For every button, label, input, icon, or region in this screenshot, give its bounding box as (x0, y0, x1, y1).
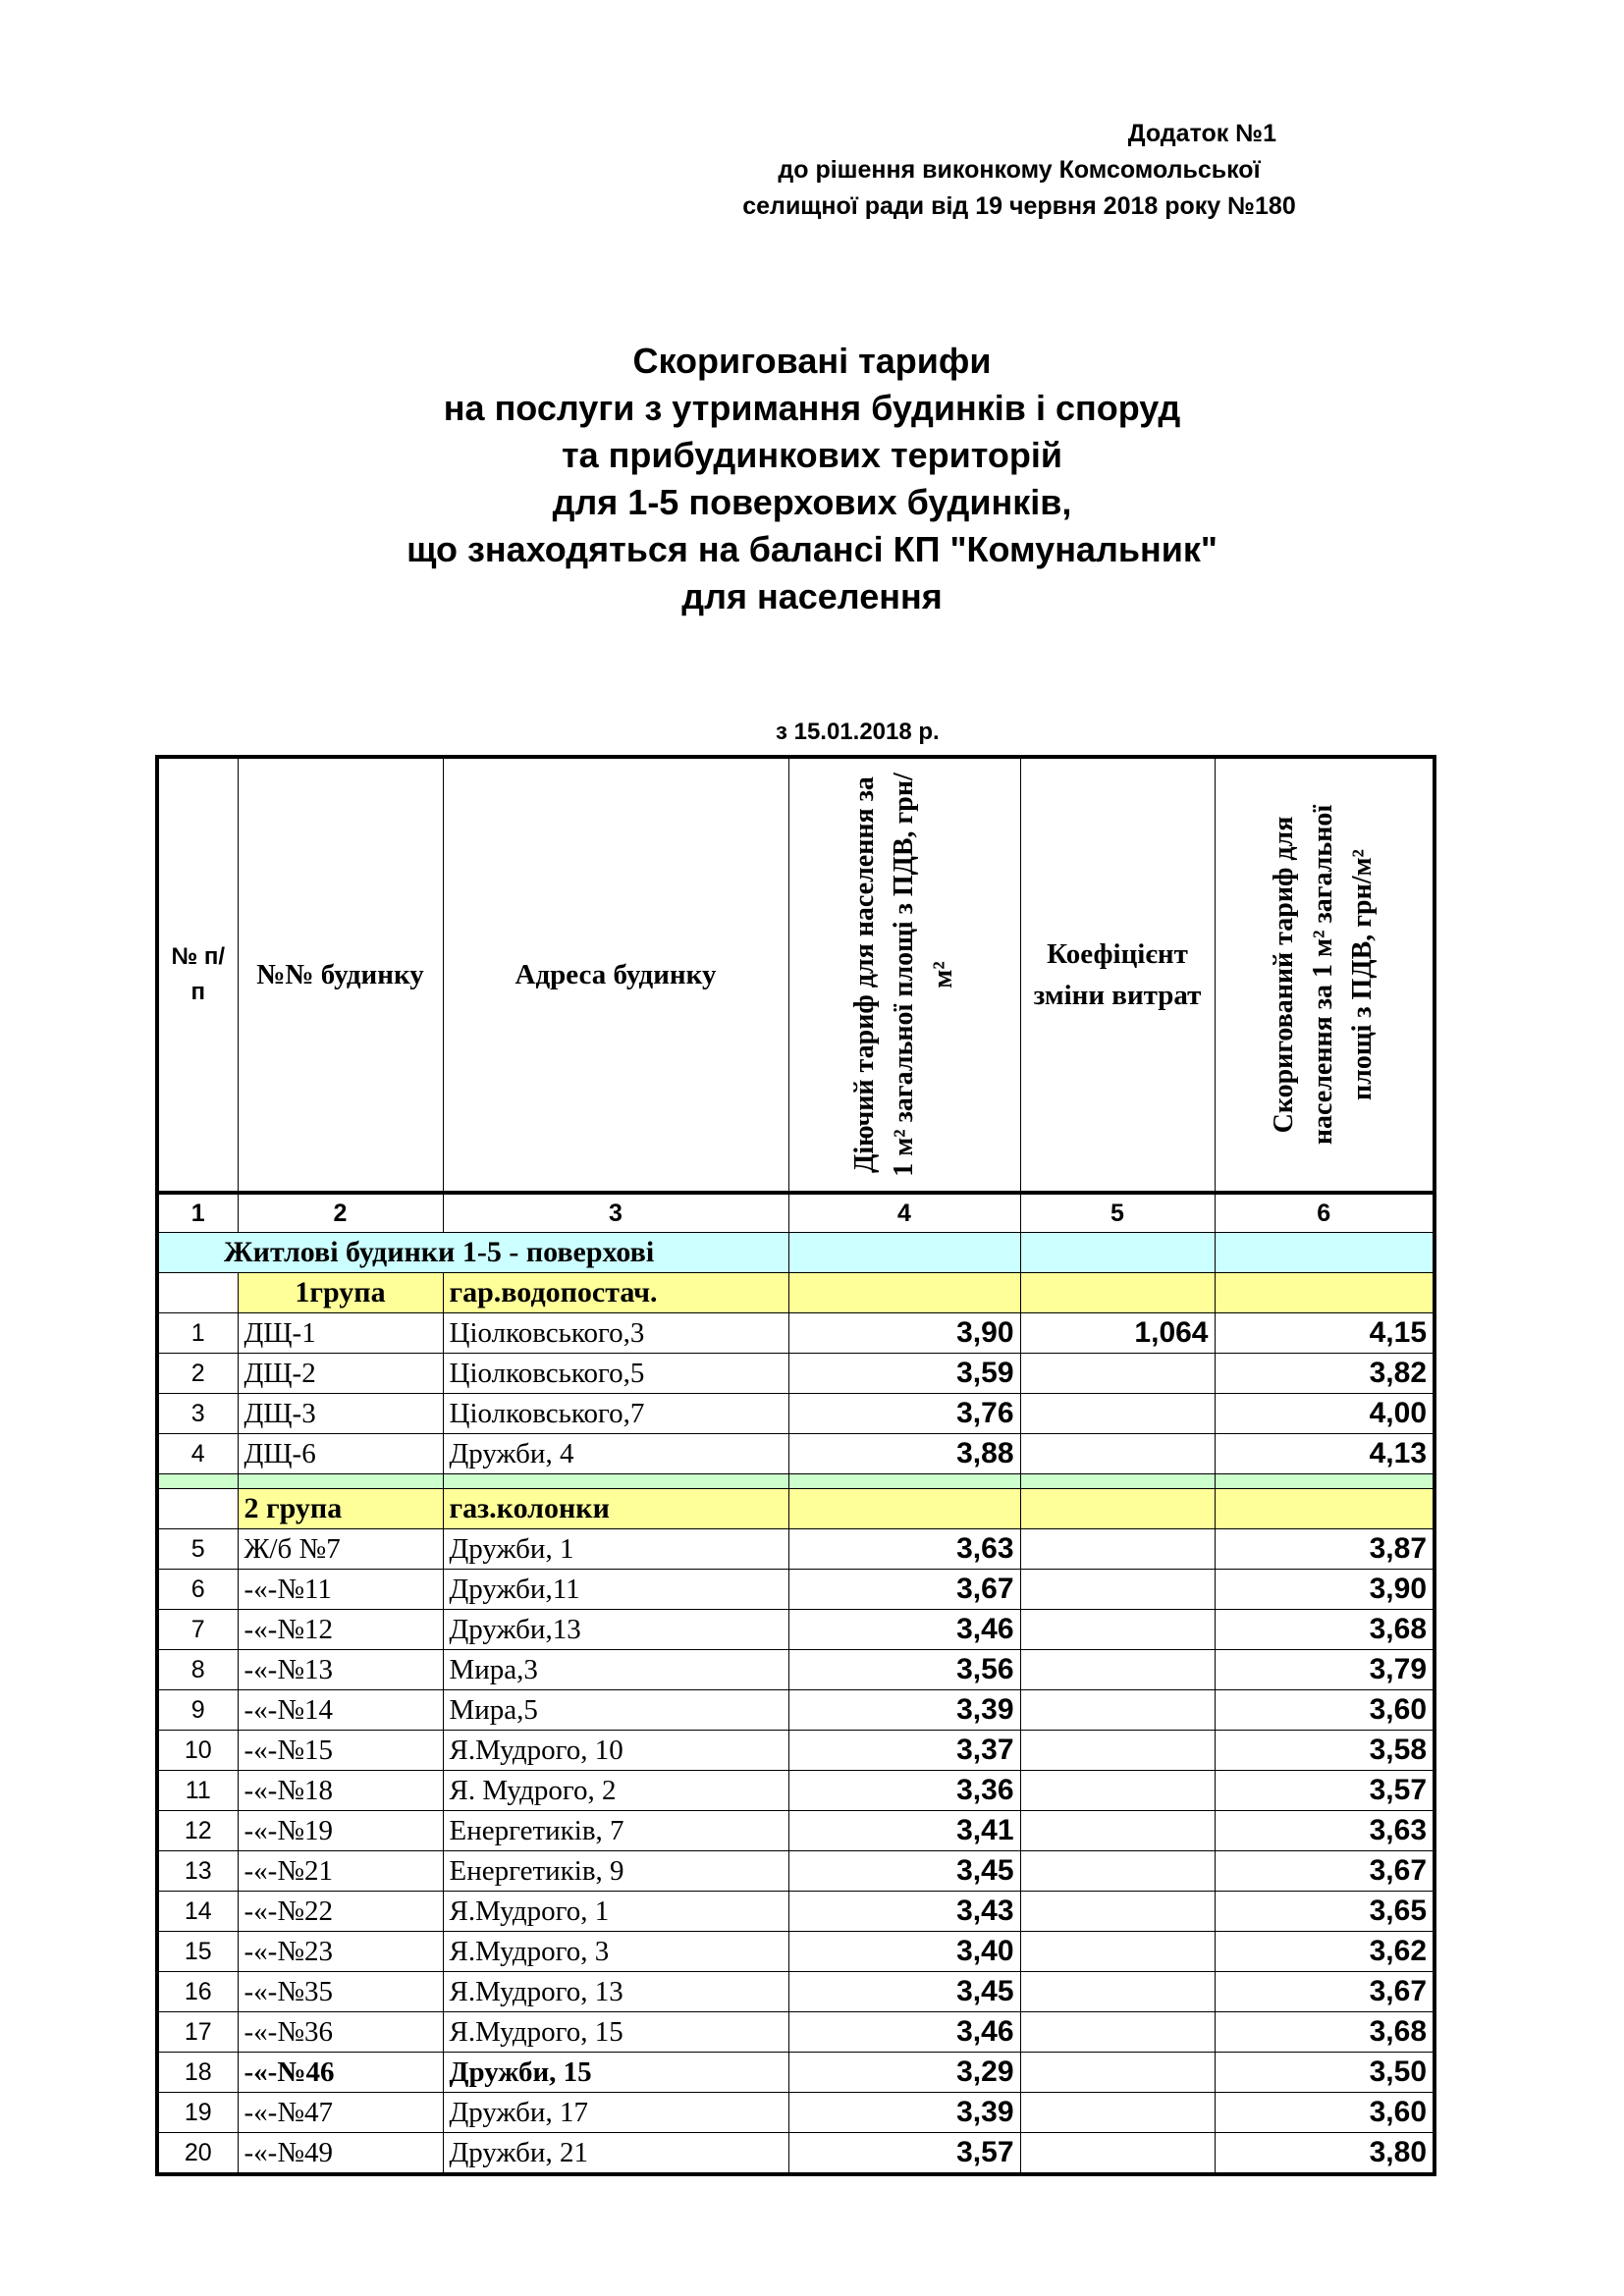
change-coefficient (1020, 1610, 1215, 1650)
title-line-2: на послуги з утримання будинків і споруд (443, 388, 1181, 428)
house-address: Дружби, 1 (443, 1529, 788, 1570)
title-line-4: для 1-5 поверхових будинків, (552, 482, 1072, 522)
section-title (157, 1233, 788, 1273)
table-row (157, 1610, 1435, 1650)
col-number: 5 (1020, 1193, 1215, 1233)
house-address: Ціолковського,7 (443, 1394, 788, 1434)
current-tariff: 3,36 (788, 1771, 1020, 1811)
empty-cell (1215, 1233, 1435, 1273)
row-number: 11 (157, 1771, 238, 1811)
house-address: Я.Мудрого, 10 (443, 1731, 788, 1771)
adjusted-tariff: 3,67 (1215, 1851, 1435, 1892)
house-number: -«-№18 (238, 1771, 443, 1811)
header-col-4 (788, 757, 1020, 1193)
house-number: ДЩ-1 (238, 1313, 443, 1354)
house-address: Я.Мудрого, 13 (443, 1972, 788, 2012)
change-coefficient (1020, 2133, 1215, 2175)
row-number: 2 (157, 1354, 238, 1394)
current-tariff: 3,67 (788, 1570, 1020, 1610)
row-number: 16 (157, 1972, 238, 2012)
house-number: -«-№13 (238, 1650, 443, 1690)
adjusted-tariff: 4,15 (1215, 1313, 1435, 1354)
current-tariff: 3,57 (788, 2133, 1020, 2175)
table-row (157, 1570, 1435, 1610)
house-address: Дружби,11 (443, 1570, 788, 1610)
header-col-4-text: Діючий тариф для населення за 1 м² загальної площі з ПДВ, грн/м² (849, 773, 958, 1177)
row-number: 18 (157, 2053, 238, 2093)
change-coefficient (1020, 1892, 1215, 1932)
house-number: -«-№11 (238, 1570, 443, 1610)
adjusted-tariff: 3,58 (1215, 1731, 1435, 1771)
house-address: Дружби, 15 (443, 2053, 788, 2093)
change-coefficient (1020, 1394, 1215, 1434)
table-row (157, 1529, 1435, 1570)
house-number: ДЩ-3 (238, 1394, 443, 1434)
current-tariff: 3,88 (788, 1434, 1020, 1474)
col-number: 3 (443, 1193, 788, 1233)
house-address: Енергетиків, 7 (443, 1811, 788, 1851)
group-2-row (157, 1489, 1435, 1529)
house-number: -«-№49 (238, 2133, 443, 2175)
group-2-type: газ.колонки (443, 1489, 788, 1529)
row-number: 8 (157, 1650, 238, 1690)
row-number: 15 (157, 1932, 238, 1972)
row-number: 4 (157, 1434, 238, 1474)
table-row (157, 1932, 1435, 1972)
change-coefficient (1020, 1932, 1215, 1972)
col-number: 4 (788, 1193, 1020, 1233)
adjusted-tariff: 3,62 (1215, 1932, 1435, 1972)
table-row (157, 1650, 1435, 1690)
section-row (157, 1233, 1435, 1273)
table-row (157, 1771, 1435, 1811)
adjusted-tariff: 3,63 (1215, 1811, 1435, 1851)
house-address: Я.Мудрого, 3 (443, 1932, 788, 1972)
current-tariff: 3,63 (788, 1529, 1020, 1570)
col-number: 1 (157, 1193, 238, 1233)
adjusted-tariff: 4,13 (1215, 1434, 1435, 1474)
row-number: 17 (157, 2012, 238, 2053)
separator-row (157, 1474, 1435, 1489)
change-coefficient (1020, 1570, 1215, 1610)
adjusted-tariff: 3,68 (1215, 1610, 1435, 1650)
house-number: -«-№12 (238, 1610, 443, 1650)
house-address: Я.Мудрого, 15 (443, 2012, 788, 2053)
header-row (157, 757, 1435, 1193)
group-1-row (157, 1273, 1435, 1313)
change-coefficient (1020, 1690, 1215, 1731)
empty-cell (1215, 1273, 1435, 1313)
row-number: 12 (157, 1811, 238, 1851)
current-tariff: 3,59 (788, 1354, 1020, 1394)
adjusted-tariff: 3,80 (1215, 2133, 1435, 2175)
tariff-table (155, 755, 1436, 2176)
header-col-5: Коефіцієнт зміни витрат (1020, 757, 1215, 1193)
adjusted-tariff: 3,82 (1215, 1354, 1435, 1394)
change-coefficient (1020, 2053, 1215, 2093)
empty-cell (1020, 1474, 1215, 1489)
header-col-6 (1215, 757, 1435, 1193)
table-row (157, 1690, 1435, 1731)
house-address: Дружби, 21 (443, 2133, 788, 2175)
house-number: -«-№35 (238, 1972, 443, 2012)
house-number: -«-№36 (238, 2012, 443, 2053)
adjusted-tariff: 3,87 (1215, 1529, 1435, 1570)
effective-date: з 15.01.2018 р. (776, 719, 940, 745)
column-number-row (157, 1193, 1435, 1233)
current-tariff: 3,40 (788, 1932, 1020, 1972)
table-row (157, 1892, 1435, 1932)
empty-cell (157, 1273, 238, 1313)
house-address: Дружби,13 (443, 1610, 788, 1650)
adjusted-tariff: 3,79 (1215, 1650, 1435, 1690)
house-number: -«-№47 (238, 2093, 443, 2133)
adjusted-tariff: 3,90 (1215, 1570, 1435, 1610)
empty-cell (788, 1273, 1020, 1313)
empty-cell (1215, 1474, 1435, 1489)
col-number: 2 (238, 1193, 443, 1233)
empty-cell (1020, 1233, 1215, 1273)
change-coefficient (1020, 2012, 1215, 2053)
current-tariff: 3,46 (788, 2012, 1020, 2053)
table-row (157, 2053, 1435, 2093)
house-address: Я. Мудрого, 2 (443, 1771, 788, 1811)
table-row (157, 1972, 1435, 2012)
current-tariff: 3,56 (788, 1650, 1020, 1690)
change-coefficient (1020, 1972, 1215, 2012)
adjusted-tariff: 3,68 (1215, 2012, 1435, 2053)
house-address: Дружби, 17 (443, 2093, 788, 2133)
current-tariff: 3,45 (788, 1851, 1020, 1892)
table-row (157, 1811, 1435, 1851)
adjusted-tariff: 3,60 (1215, 1690, 1435, 1731)
title-line-5: що знаходяться на балансі КП "Комунальник" (406, 529, 1218, 569)
change-coefficient (1020, 1731, 1215, 1771)
header-col-1: № п/ п (157, 757, 238, 1193)
house-address: Ціолковського,5 (443, 1354, 788, 1394)
adjusted-tariff: 3,60 (1215, 2093, 1435, 2133)
title-line-1: Скориговані тарифи (632, 341, 992, 381)
change-coefficient (1020, 1771, 1215, 1811)
current-tariff: 3,29 (788, 2053, 1020, 2093)
house-address: Ціолковського,3 (443, 1313, 788, 1354)
table-row (157, 1354, 1435, 1394)
house-address: Дружби, 4 (443, 1434, 788, 1474)
table-row (157, 2012, 1435, 2053)
document-title (0, 338, 1624, 620)
empty-cell (238, 1474, 443, 1489)
change-coefficient (1020, 1434, 1215, 1474)
row-number: 3 (157, 1394, 238, 1434)
house-address: Мира,5 (443, 1690, 788, 1731)
table-row (157, 1313, 1435, 1354)
table-row (157, 1434, 1435, 1474)
header-col-6-text: Скоригований тариф для населення за 1 м² загальної площі з ПДВ, грн/м² (1269, 804, 1379, 1146)
current-tariff: 3,46 (788, 1610, 1020, 1650)
group-1-name: 1група (238, 1273, 443, 1313)
table-row (157, 1394, 1435, 1434)
current-tariff: 3,45 (788, 1972, 1020, 2012)
title-line-6: для населення (681, 576, 943, 616)
change-coefficient (1020, 1354, 1215, 1394)
house-address: Мира,3 (443, 1650, 788, 1690)
adjusted-tariff: 3,57 (1215, 1771, 1435, 1811)
house-number: -«-№15 (238, 1731, 443, 1771)
adjusted-tariff: 4,00 (1215, 1394, 1435, 1434)
empty-cell (157, 1474, 238, 1489)
annex-line-2: до рішення виконкому Комсомольської (778, 156, 1261, 184)
house-address: Енергетиків, 9 (443, 1851, 788, 1892)
empty-cell (157, 1489, 238, 1529)
current-tariff: 3,39 (788, 1690, 1020, 1731)
col-number: 6 (1215, 1193, 1435, 1233)
house-number: ДЩ-6 (238, 1434, 443, 1474)
house-address: Я.Мудрого, 1 (443, 1892, 788, 1932)
table-row (157, 2093, 1435, 2133)
current-tariff: 3,39 (788, 2093, 1020, 2133)
table-row (157, 1851, 1435, 1892)
empty-cell (1215, 1489, 1435, 1529)
empty-cell (788, 1233, 1020, 1273)
current-tariff: 3,90 (788, 1313, 1020, 1354)
header-col-3: Адреса будинку (443, 757, 788, 1193)
house-number: Ж/б №7 (238, 1529, 443, 1570)
row-number: 7 (157, 1610, 238, 1650)
annex-header (676, 116, 1363, 225)
change-coefficient (1020, 1851, 1215, 1892)
change-coefficient (1020, 2093, 1215, 2133)
header-col-2: №№ будинку (238, 757, 443, 1193)
table-row (157, 1731, 1435, 1771)
annex-line-3: селищної ради від 19 червня 2018 року №180 (742, 192, 1296, 220)
empty-cell (443, 1474, 788, 1489)
change-coefficient (1020, 1811, 1215, 1851)
row-number: 14 (157, 1892, 238, 1932)
house-number: -«-№21 (238, 1851, 443, 1892)
row-number: 9 (157, 1690, 238, 1731)
adjusted-tariff: 3,67 (1215, 1972, 1435, 2012)
current-tariff: 3,41 (788, 1811, 1020, 1851)
change-coefficient (1020, 1529, 1215, 1570)
house-number: -«-№19 (238, 1811, 443, 1851)
change-coefficient (1020, 1650, 1215, 1690)
row-number: 19 (157, 2093, 238, 2133)
current-tariff: 3,43 (788, 1892, 1020, 1932)
annex-line-1: Додаток №1 (1127, 120, 1276, 147)
current-tariff: 3,76 (788, 1394, 1020, 1434)
row-number: 13 (157, 1851, 238, 1892)
table-row (157, 2133, 1435, 2175)
row-number: 10 (157, 1731, 238, 1771)
empty-cell (1020, 1489, 1215, 1529)
house-number: -«-№22 (238, 1892, 443, 1932)
group-1-type: гар.водопостач. (443, 1273, 788, 1313)
empty-cell (788, 1474, 1020, 1489)
change-coefficient: 1,064 (1020, 1313, 1215, 1354)
adjusted-tariff: 3,65 (1215, 1892, 1435, 1932)
group-2-name: 2 група (238, 1489, 443, 1529)
row-number: 20 (157, 2133, 238, 2175)
row-number: 6 (157, 1570, 238, 1610)
empty-cell (1020, 1273, 1215, 1313)
row-number: 1 (157, 1313, 238, 1354)
house-number: -«-№23 (238, 1932, 443, 1972)
title-line-3: та прибудинкових територій (562, 435, 1062, 475)
current-tariff: 3,37 (788, 1731, 1020, 1771)
row-number: 5 (157, 1529, 238, 1570)
section-title-text: Житлові будинки 1-5 - поверхові (224, 1236, 655, 1268)
adjusted-tariff: 3,50 (1215, 2053, 1435, 2093)
empty-cell (788, 1489, 1020, 1529)
house-number: ДЩ-2 (238, 1354, 443, 1394)
house-number: -«-№46 (238, 2053, 443, 2093)
house-number: -«-№14 (238, 1690, 443, 1731)
